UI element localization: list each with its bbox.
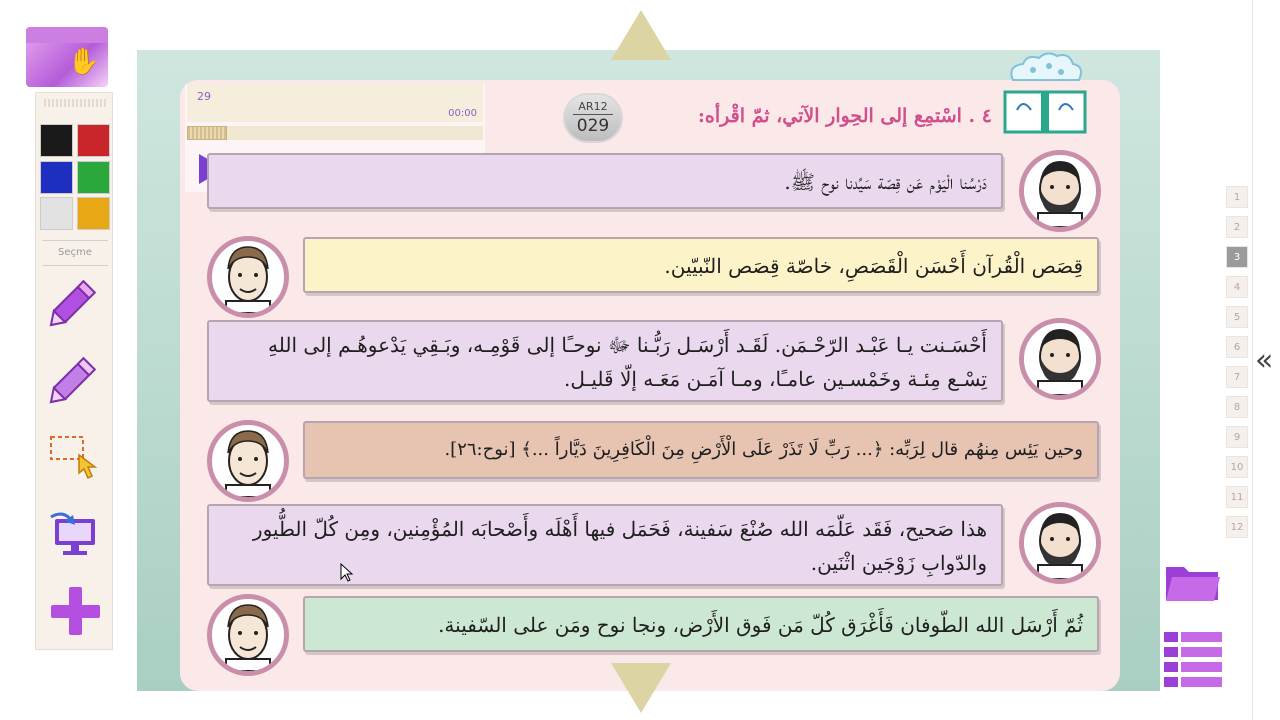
- page-button-5[interactable]: 5: [1226, 306, 1248, 328]
- exercise-heading: ٤ . اسْتمِع إلى الحِوار الآتي، ثمّ اقْرأه:: [697, 105, 992, 127]
- highlighter-icon: [47, 350, 103, 406]
- drawing-toolbar: [35, 92, 113, 650]
- toolbar-divider: [42, 265, 108, 266]
- badge-code-top: AR12: [578, 100, 608, 113]
- bearded-man-icon: [1024, 507, 1096, 579]
- page-button-6[interactable]: 6: [1226, 336, 1248, 358]
- dialogue-line-2: قِصَص الْقُرآن أَحْسَن الْقَصَصِ، خاصّة قِصَص النّبيّين.: [303, 237, 1099, 293]
- logo-band: [26, 27, 108, 43]
- page-button-3[interactable]: 3: [1226, 246, 1248, 268]
- color-swatch-white[interactable]: [40, 197, 73, 230]
- select-label[interactable]: Seçme: [58, 247, 92, 258]
- dialogue-line-5: هذا صَحيح، فَقَد عَلّمَه الله صُنْعَ سَفينة، فَحَمَل فيها أَهْلَه وأَصْحابَه المُؤْمِنين، ومِن كُلّ الطُّيور والدّوابِ زَوْجَين اثْنَين.: [207, 504, 1003, 586]
- add-icon: [47, 583, 103, 639]
- badge-code-number: 029: [576, 116, 610, 136]
- avatar-young-man: [207, 420, 289, 502]
- avatar-bearded-man: [1019, 150, 1101, 232]
- toolbar-divider: [42, 240, 108, 241]
- pencil-icon: [47, 273, 103, 329]
- young-man-icon: [212, 241, 284, 313]
- seek-bar[interactable]: [187, 126, 483, 140]
- page-button-8[interactable]: 8: [1226, 396, 1248, 418]
- seek-thumb[interactable]: [187, 126, 227, 140]
- dialogue-line-3: أَحْسَـنت يـا عَبْـد الرّحْـمَن. لَقَـد أَرْسَـل رَبُّـنا ﷻ نوحـًا إلى قَوْمِـه، وبَـقِي يَدْعوهُـم إلى اللهِ تِسْـع مِئـة وخَمْسـين عامـًا، ومـا آمَـن مَعَـه إلّا قَليـل.: [207, 320, 1003, 402]
- selection-tool-button[interactable]: [42, 427, 108, 487]
- page-button-4[interactable]: 4: [1226, 276, 1248, 298]
- avatar-bearded-man: [1019, 318, 1101, 400]
- bearded-man-icon: [1024, 323, 1096, 395]
- audio-code-badge[interactable]: [563, 93, 623, 143]
- badge-divider: [573, 114, 613, 115]
- highlighter-tool-button[interactable]: [42, 348, 108, 408]
- sidebar-divider: [1252, 0, 1253, 720]
- track-time: 00:00: [448, 108, 477, 119]
- screen-share-tool-button[interactable]: [42, 505, 108, 565]
- page-button-7[interactable]: 7: [1226, 366, 1248, 388]
- selection-icon: [45, 429, 105, 485]
- mouse-cursor-icon: [340, 563, 354, 583]
- color-swatch-green[interactable]: [77, 161, 110, 194]
- young-man-icon: [212, 425, 284, 497]
- color-swatch-red[interactable]: [77, 124, 110, 157]
- dialogue-line-6: ثُمّ أَرْسَل الله الطّوفان فَأَغْرَق كُلّ مَن فَوق الأَرْض، ونجا نوح ومَن على السّفينة.: [303, 596, 1099, 652]
- previous-page-arrow[interactable]: [611, 10, 671, 60]
- page-button-9[interactable]: 9: [1226, 426, 1248, 448]
- player-header: [187, 84, 483, 122]
- color-swatch-orange[interactable]: [77, 197, 110, 230]
- add-tool-button[interactable]: [42, 581, 108, 641]
- app-logo[interactable]: [26, 27, 108, 87]
- track-number: 29: [197, 90, 211, 103]
- next-page-arrow[interactable]: [611, 663, 671, 713]
- young-man-icon: [212, 599, 284, 671]
- page-button-11[interactable]: 11: [1226, 486, 1248, 508]
- page-button-12[interactable]: 12: [1226, 516, 1248, 538]
- color-swatch-blue[interactable]: [40, 161, 73, 194]
- listen-read-icon: [1003, 50, 1087, 134]
- avatar-young-man: [207, 594, 289, 676]
- screen-share-icon: [45, 507, 105, 563]
- page-button-2[interactable]: 2: [1226, 216, 1248, 238]
- color-swatch-black[interactable]: [40, 124, 73, 157]
- pencil-tool-button[interactable]: [42, 271, 108, 331]
- collapse-sidebar-icon[interactable]: «: [1255, 343, 1274, 378]
- menu-list-icon[interactable]: [1164, 632, 1222, 688]
- dialogue-line-4: وحين يَئِس مِنهُم قال لِرَبِّه: ﴿... رَبِّ لَا تَذَرْ عَلَى الْأَرْضِ مِنَ الْكَافِرِينَ دَيَّاراً ...﴾ [نوح:٢٦].: [303, 421, 1099, 479]
- toolbar-grip[interactable]: [44, 99, 106, 107]
- hand-icon: ✋: [67, 47, 100, 77]
- page-button-10[interactable]: 10: [1226, 456, 1248, 478]
- bearded-man-icon: [1024, 155, 1096, 227]
- folder-icon[interactable]: [1164, 559, 1222, 605]
- avatar-young-man: [207, 236, 289, 318]
- dialogue-line-1: دَرْسُنا الْيَوْم عَن قِصّة سَيِّدنا نوح ﷺ.: [207, 153, 1003, 209]
- page-button-1[interactable]: 1: [1226, 186, 1248, 208]
- avatar-bearded-man: [1019, 502, 1101, 584]
